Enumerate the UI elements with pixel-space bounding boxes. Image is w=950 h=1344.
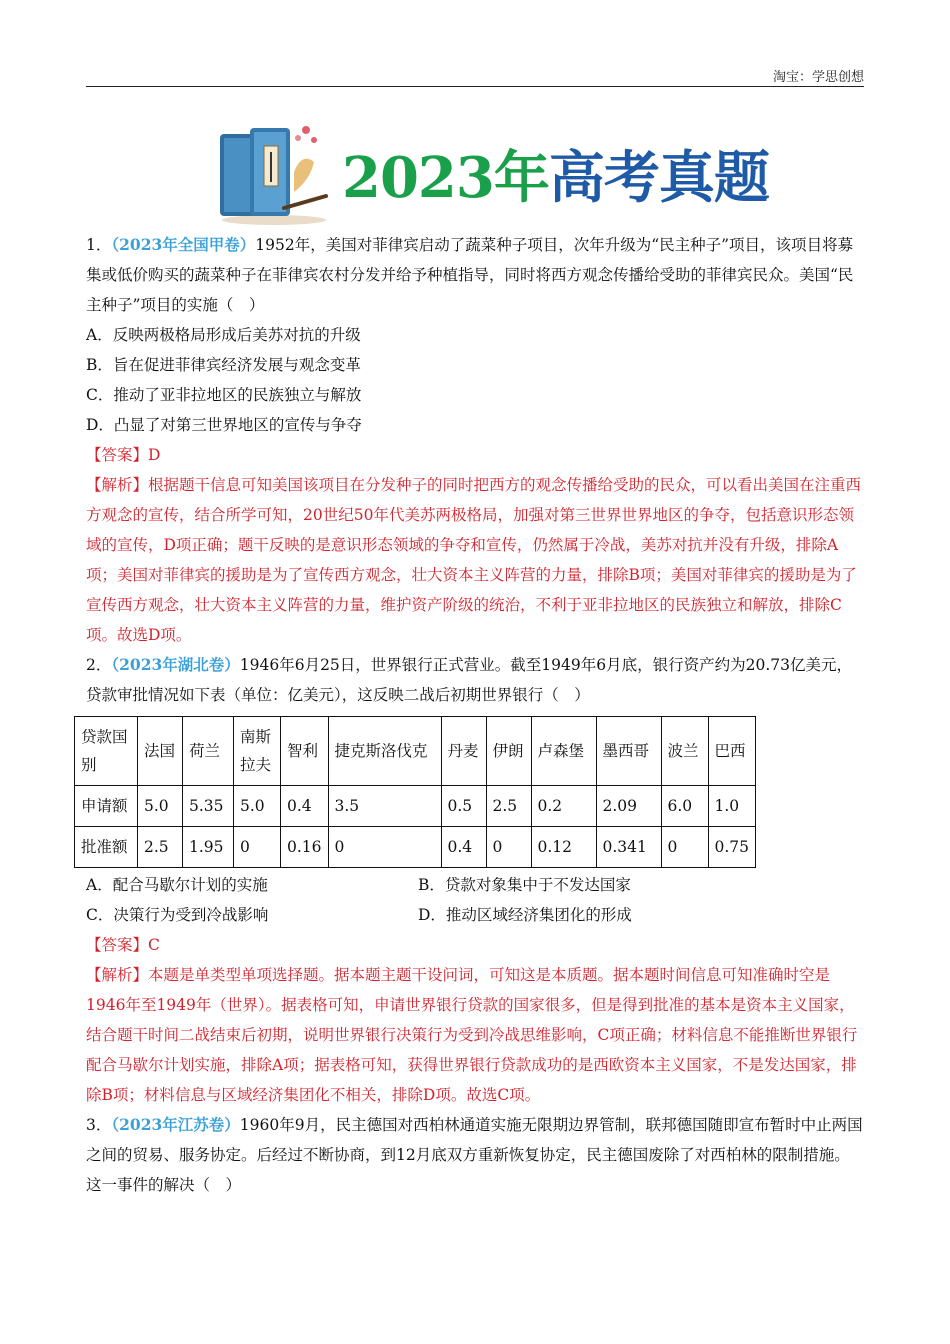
- q3-stem: [86, 1110, 864, 1200]
- q2-analysis-text: 本题是单类型单项选择题。据本题主题干设问词，可知这是本质题。据本题时间信息可知准确时空是1946年至1949年（世界）。据表格可知，申请世界银行贷款的国家很多，但是得到批准的基本是资本主义国家，结合题干时间二战结束后初期，说明世界银行决策行为受到冷战思维影响，C项正确；材料信息不能推断世界银行配合马歇尔计划实施，排除A项；据表格可知，获得世界银行贷款成功的是西欧资本主义国家，不是发达国家，排除B项；材料信息与区域经济集团化不相关，排除D项。故选C项。: [86, 966, 858, 1104]
- table-cell: 申请额: [75, 786, 138, 827]
- q2-options-row-2: [86, 900, 864, 930]
- banner-title: [342, 134, 769, 214]
- q1-stem-text: 1952年，美国对菲律宾启动了蔬菜种子项目，次年升级为“民主种子”项目，该项目将募集或低价购买的蔬菜种子在菲律宾农村分发并给予种植指导，同时将西方观念传播给受助的菲律宾民众。美国“民主种子”项目的实施（ ）: [86, 236, 854, 314]
- banner-year: 2023年: [342, 145, 549, 211]
- table-header-cell: 南斯拉夫: [234, 717, 281, 786]
- table-cell: 0.341: [596, 827, 661, 868]
- table-cell: 0: [661, 827, 708, 868]
- table-cell: 0: [234, 827, 281, 868]
- content: [81, 230, 864, 1200]
- q2-stem: [86, 650, 864, 710]
- table-header-cell: 法国: [138, 717, 183, 786]
- table-cell: 0: [328, 827, 441, 868]
- q1-option-d: D．凸显了对第三世界地区的宣传与争夺: [86, 416, 362, 434]
- q1-option-a: A．反映两极格局形成后美苏对抗的升级: [86, 326, 361, 344]
- header-brand: 淘宝：学思创想: [772, 70, 864, 85]
- q2-answer: [86, 930, 864, 960]
- book-stack-icon: [214, 112, 330, 228]
- banner-subtitle: 高考真题: [548, 145, 769, 211]
- q1-analysis-text: 根据题干信息可知美国该项目在分发种子的同时把西方的观念传播给受助的民众，可以看出美国在注重西方观念的宣传，结合所学可知，20世纪50年代美苏两极格局，加强对第三世界世界地区的争夺，包括意识形态领域的宣传，D项正确；题干反映的是意识形态领域的争夺和宣传，仍然属于冷战，美苏对抗并没有升级，排除A项；美国对菲律宾的援助是为了宣传西方观念，壮大资本主义阵营的力量，排除B项；美国对菲律宾的援助是为了宣传西方观念，壮大资本主义阵营的力量，维护资产阶级的统治，不利于亚非拉地区的民族独立和解放，排除C项。故选D项。: [86, 476, 862, 644]
- table-cell: 0.4: [281, 786, 329, 827]
- q2-option-b: B．贷款对象集中于不发达国家: [418, 876, 631, 894]
- table-header-cell: 墨西哥: [596, 717, 661, 786]
- table-header-row: [75, 717, 756, 786]
- q2-analysis: [86, 960, 864, 1110]
- table-header-cell: 伊朗: [486, 717, 531, 786]
- table-row: [75, 827, 756, 868]
- table-cell: 2.5: [138, 827, 183, 868]
- table-cell: 0.16: [281, 827, 329, 868]
- table-cell: 0.4: [441, 827, 486, 868]
- q2-stem-text: 1946年6月25日，世界银行正式营业。截至1949年6月底，银行资产约为20.73亿美元，贷款审批情况如下表（单位：亿美元），这反映二战后初期世界银行（ ）: [86, 656, 852, 704]
- q2-number: 2．: [86, 656, 112, 674]
- table-row: [75, 786, 756, 827]
- title-banner: [214, 112, 769, 228]
- header-rule: [86, 86, 864, 87]
- q1-answer-value: D: [148, 446, 161, 464]
- q2-analysis-tag: 【解析】: [86, 966, 149, 984]
- table-header-cell: 波兰: [661, 717, 708, 786]
- table-cell: 6.0: [661, 786, 708, 827]
- table-cell: 批准额: [75, 827, 138, 868]
- table-header-cell: 捷克斯洛伐克: [328, 717, 441, 786]
- table-header-cell: 丹麦: [441, 717, 486, 786]
- q1-option-c: C．推动了亚非拉地区的民族独立与解放: [86, 386, 362, 404]
- table-cell: 0.12: [531, 827, 596, 868]
- table-cell: 5.0: [234, 786, 281, 827]
- q2-option-c: C．决策行为受到冷战影响: [86, 906, 269, 924]
- q1-stem: [86, 230, 864, 320]
- q1-answer: [86, 440, 864, 470]
- table-cell: 2.5: [486, 786, 531, 827]
- q1-answer-tag: 【答案】: [86, 446, 149, 464]
- table-cell: 0.2: [531, 786, 596, 827]
- q3-number: 3．: [86, 1116, 112, 1134]
- table-cell: 2.09: [596, 786, 661, 827]
- q2-option-a: A．配合马歇尔计划的实施: [86, 876, 268, 894]
- table-header-cell: 荷兰: [183, 717, 234, 786]
- q1-analysis: [86, 470, 864, 650]
- q2-answer-value: C: [148, 936, 160, 954]
- q2-options-row-1: [86, 870, 864, 900]
- table-header-cell: 巴西: [708, 717, 756, 786]
- q1-source: （2023年全国甲卷）: [111, 235, 256, 254]
- table-header-cell: 卢森堡: [531, 717, 596, 786]
- table-cell: 3.5: [328, 786, 441, 827]
- table-header-cell: 智利: [281, 717, 329, 786]
- q1-number: 1．: [86, 236, 112, 254]
- q1-analysis-tag: 【解析】: [86, 476, 149, 494]
- table-cell: 1.0: [708, 786, 756, 827]
- q3-stem-text: 1960年9月，民主德国对西柏林通道实施无限期边界管制，联邦德国随即宣布暂时中止两国之间的贸易、服务协定。后经过不断协商，到12月底双方重新恢复协定，民主德国废除了对西柏林的限制措施。这一事件的解决（ ）: [86, 1116, 863, 1194]
- table-cell: 5.35: [183, 786, 234, 827]
- q2-option-d: D．推动区域经济集团化的形成: [418, 906, 632, 924]
- q2-answer-tag: 【答案】: [86, 936, 149, 954]
- q1-option-b: B．旨在促进菲律宾经济发展与观念变革: [86, 356, 361, 374]
- table-header-cell: 贷款国别: [75, 717, 138, 786]
- table-cell: 0: [486, 827, 531, 868]
- table-cell: 0.5: [441, 786, 486, 827]
- table-cell: 1.95: [183, 827, 234, 868]
- table-cell: 5.0: [138, 786, 183, 827]
- q2-source: （2023年湖北卷）: [111, 655, 240, 674]
- q3-source: （2023年江苏卷）: [111, 1115, 240, 1134]
- table-cell: 0.75: [708, 827, 756, 868]
- loan-table: [74, 716, 756, 868]
